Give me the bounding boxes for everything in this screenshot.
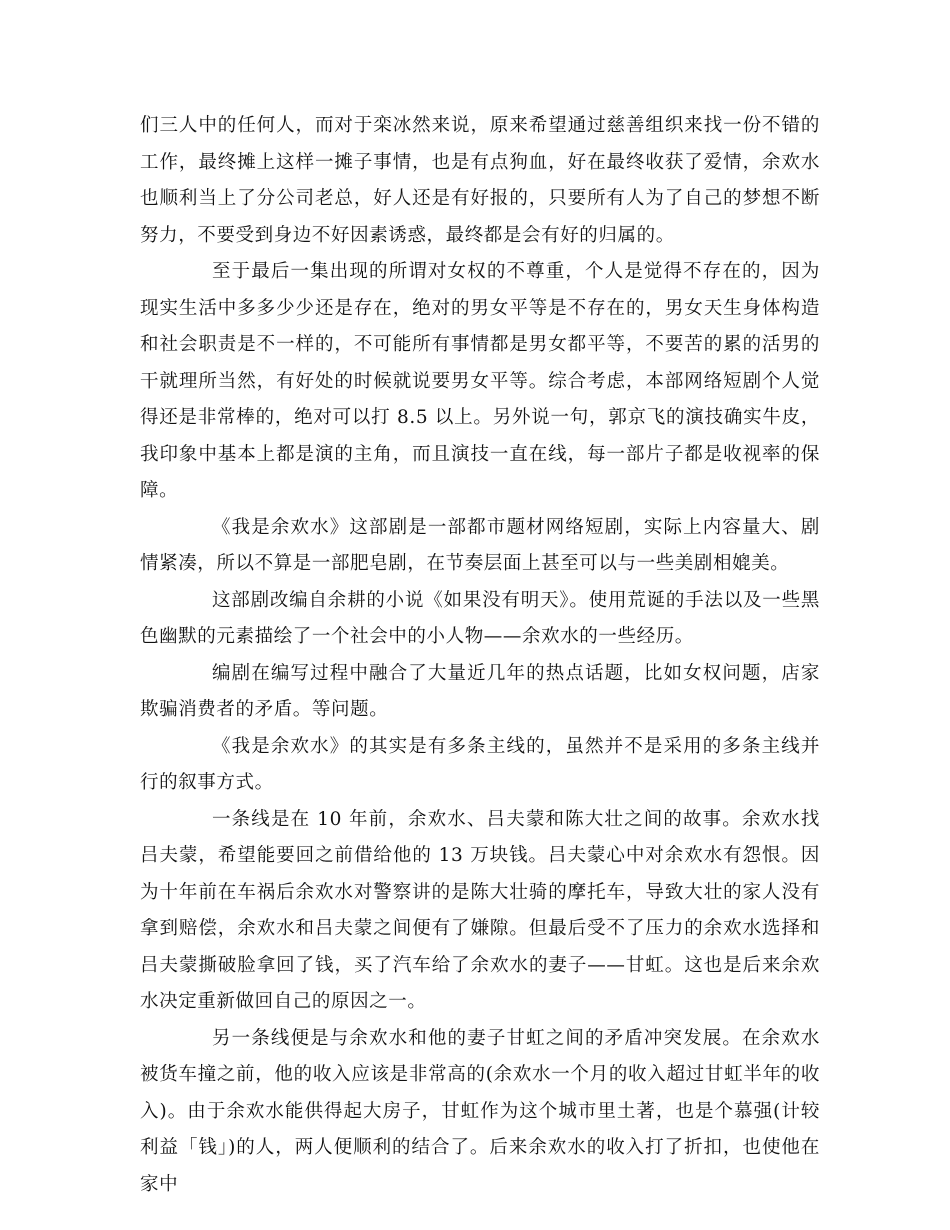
paragraph-2: 至于最后一集出现的所谓对女权的不尊重，个人是觉得不存在的，因为现实生活中多多少少还是存在，绝对的男女平等是不存在的，男女天生身体构造和社会职责是不一样的，不可能所有事情都是男女都平等，不要苦的累的活男的干就理所当然，有好处的时候就说要男女平等。综合考虑，本部网络短剧个人觉得还是非常棒的，绝对可以打 8.5 以上。另外说一句，郭京飞的演技确实牛皮，我印象中基本上都是演的主角，而且演技一直在线，每一部片子都是收视率的保障。 <box>140 261 820 501</box>
paragraph-6: 《我是余欢水》的其实是有多条主线的，虽然并不是采用的多条主线并行的叙事方式。 <box>140 735 820 793</box>
document-body <box>140 108 820 1203</box>
paragraph-7: 一条线是在 10 年前，余欢水、吕夫蒙和陈大壮之间的故事。余欢水找吕夫蒙，希望能要回之前借给他的 13 万块钱。吕夫蒙心中对余欢水有怨恨。因为十年前在车祸后余欢水对警察讲的是陈大壮骑的摩托车，导致大壮的家人没有拿到赔偿，余欢水和吕夫蒙之间便有了嫌隙。但最后受不了压力的余欢水选择和吕夫蒙撕破脸拿回了钱，买了汽车给了余欢水的妻子——甘虹。这也是后来余欢水决定重新做回自己的原因之一。 <box>140 808 820 1012</box>
paragraph-8: 另一条线便是与余欢水和他的妻子甘虹之间的矛盾冲突发展。在余欢水被货车撞之前，他的收入应该是非常高的(余欢水一个月的收入超过甘虹半年的收入)。由于余欢水能供得起大房子，甘虹作为这个城市里土著，也是个慕强(计较利益「钱」)的人，两人便顺利的结合了。后来余欢水的收入打了折扣，也使他在家中 <box>140 1027 820 1195</box>
paragraph-5: 编剧在编写过程中融合了大量近几年的热点话题，比如女权问题，店家欺骗消费者的矛盾。等问题。 <box>140 662 820 720</box>
paragraph-4: 这部剧改编自余耕的小说《如果没有明天》。使用荒诞的手法以及一些黑色幽默的元素描绘了一个社会中的小人物——余欢水的一些经历。 <box>140 589 820 647</box>
paragraph-3: 《我是余欢水》这部剧是一部都市题材网络短剧，实际上内容量大、剧情紧凑，所以不算是一部肥皂剧，在节奏层面上甚至可以与一些美剧相媲美。 <box>140 516 820 574</box>
paragraph-1: 们三人中的任何人，而对于栾冰然来说，原来希望通过慈善组织来找一份不错的工作，最终摊上这样一摊子事情，也是有点狗血，好在最终收获了爱情，余欢水也顺利当上了分公司老总，好人还是有好报的，只要所有人为了自己的梦想不断努力，不要受到身边不好因素诱惑，最终都是会有好的归属的。 <box>140 115 820 246</box>
